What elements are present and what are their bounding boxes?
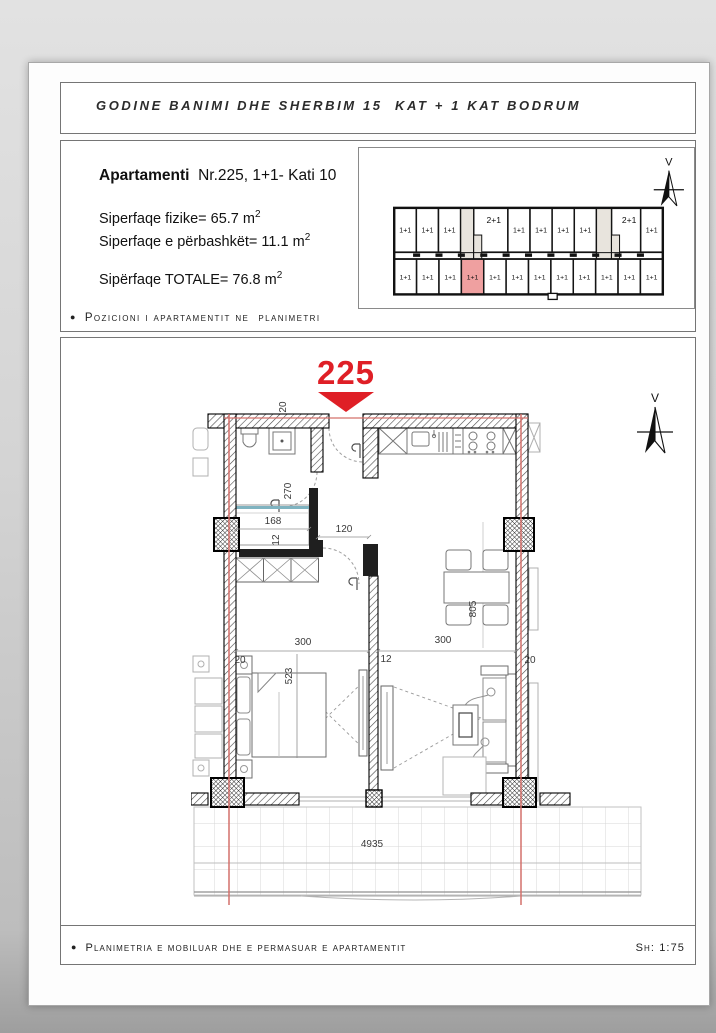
dim-bath-door: 270 [283,482,294,500]
info-box [60,140,696,332]
area-physical: Siperfaqe fizike= 65.7 $m^2$ [99,209,261,227]
wardrobe [236,558,319,582]
unit-number-label: 225 [316,354,376,391]
svg-text:1+1: 1+1 [421,227,434,235]
svg-text:1+1: 1+1 [512,227,525,235]
svg-text:2+1: 2+1 [486,214,502,225]
dim-right-wall: 20 [524,655,536,666]
apartment-number: Nr.225, 1+1- Kati 10 [198,167,337,184]
balcony [194,797,641,900]
svg-text:1+1: 1+1 [399,227,412,235]
svg-text:1+1: 1+1 [645,274,658,282]
dim-entry-wall: 20 [278,401,289,413]
dim-living-width: 300 [434,635,452,646]
svg-text:1+1: 1+1 [421,274,434,282]
svg-text:1+1: 1+1 [557,227,570,235]
document-title: GODINE BANIMI DHE SHERBIM 15 KAT + 1 KAT BODRUM [96,98,582,113]
scale-label: Sh: 1:75 [635,942,685,954]
svg-text:1+1: 1+1 [623,274,636,282]
floorplan-box [60,337,696,965]
svg-text:1+1: 1+1 [579,227,592,235]
svg-text:V: V [665,156,673,169]
document-page [28,62,710,1006]
header-box [60,82,696,134]
caption-row [71,942,685,954]
keyplan-north-arrow-icon [654,157,684,206]
dim-closet-depth: 12 [271,534,282,546]
apartment-label: Apartamenti [99,167,190,184]
dim-partition: 12 [380,654,392,665]
dim-dining-length: 805 [468,600,479,618]
svg-text:V: V [650,391,660,405]
dining-table [444,522,509,648]
area-shared: Siperfaqe e përbashkët= 11.1 $m^2$ [99,231,311,250]
svg-text:2+1: 2+1 [621,214,637,225]
svg-text:1+1: 1+1 [535,227,548,235]
kitchen-counter [379,428,516,454]
bed [236,656,326,778]
svg-text:1+1: 1+1 [533,274,546,282]
position-note: ● Pozicioni i apartamentit ne planimetri [70,312,321,324]
north-arrow-icon [637,391,673,453]
svg-text:1+1: 1+1 [444,274,456,282]
svg-text:1+1: 1+1 [578,274,591,282]
dim-closet-width: 168 [264,516,282,527]
keyplan-building [392,206,665,300]
svg-text:1+1: 1+1 [601,274,613,282]
keyplan-svg [359,148,694,308]
area-total: Sipërfaqe TOTALE= 76.8 $m^2$ [99,269,283,288]
svg-text:1+1: 1+1 [466,274,479,282]
svg-text:1+1: 1+1 [511,274,524,282]
apartment-title [99,167,336,185]
svg-text:1+1: 1+1 [399,274,412,282]
dim-left-wall: 20 [234,655,246,666]
keyplan-box [358,147,695,309]
svg-text:1+1: 1+1 [645,227,658,235]
bullet-icon: ● [71,942,78,952]
balcony-dim: 4935 [360,839,384,850]
dim-bedroom-width: 300 [294,637,312,648]
caption-divider [61,925,695,926]
svg-text:1+1: 1+1 [489,274,501,282]
bullet-icon: ● [70,312,77,322]
svg-text:1+1: 1+1 [556,274,568,282]
svg-text:1+1: 1+1 [443,227,456,235]
apartment-info [99,167,336,292]
locator-arrow-icon [318,392,374,412]
dim-hall-door: 120 [335,524,353,535]
plan-caption: ● Planimetria e mobiluar dhe e permasuar e apartamentit [71,942,407,954]
floorplan-svg [191,340,691,920]
dim-bedroom-length: 523 [284,667,295,685]
